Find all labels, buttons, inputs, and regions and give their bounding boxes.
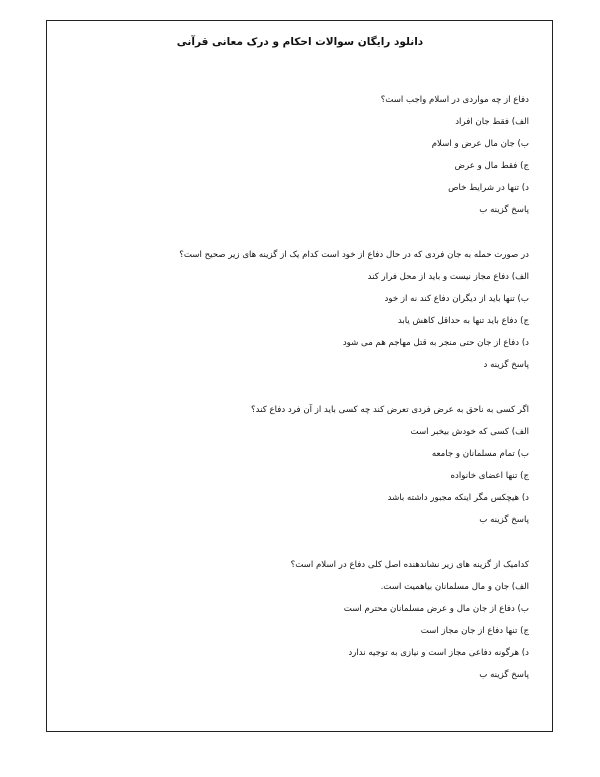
option-c: ج) دفاع باید تنها به حداقل کاهش یابد xyxy=(397,316,529,326)
option-a: الف) جان و مال مسلمانان بیاهمیت است. xyxy=(380,582,529,592)
option-d: د) هرگونه دفاعی مجاز است و نیازی به توجیه ندارد xyxy=(348,648,529,658)
option-d: د) تنها در شرایط خاص xyxy=(448,183,529,193)
document-title: دانلود رایگان سوالات احکام و درک معانی قرآنی xyxy=(176,36,424,48)
question-text: دفاع از چه مواردی در اسلام واجب است؟ xyxy=(380,95,529,105)
option-b: ب) جان مال عرض و اسلام xyxy=(431,139,529,149)
option-c: ج) فقط مال و عرض xyxy=(454,161,529,171)
option-a: الف) کسی که خودش بیخبر است xyxy=(410,427,529,437)
question-text: کدامیک از گزینه های زیر نشاندهنده اصل کلی دفاع در اسلام است؟ xyxy=(290,560,529,570)
option-b: ب) تمام مسلمانان و جامعه xyxy=(431,449,529,459)
option-a: الف) دفاع مجاز نیست و باید از محل فرار کند xyxy=(367,272,529,282)
option-c: ج) تنها اعضای خانواده xyxy=(450,471,529,481)
answer-text: پاسخ گزینه ب xyxy=(479,670,529,680)
answer-text: پاسخ گزینه ب xyxy=(479,515,529,525)
answer-text: پاسخ گزینه د xyxy=(483,360,529,370)
option-d: د) هیچکس مگر اینکه مجبور داشته باشد xyxy=(387,493,529,503)
option-d: د) دفاع از جان حتی منجر به قتل مهاجم هم می شود xyxy=(342,338,529,348)
question-text: اگر کسی به ناحق به عرض فردی تعرض کند چه کسی باید از آن فرد دفاع کند؟ xyxy=(251,405,529,415)
option-b: ب) دفاع از جان مال و عرض مسلمانان محترم است xyxy=(343,604,529,614)
option-a: الف) فقط جان افراد xyxy=(455,117,529,127)
question-text: در صورت حمله به جان فردی که در حال دفاع از خود است کدام یک از گزینه های زیر صحیح است؟ xyxy=(179,250,529,260)
option-c: ج) تنها دفاع از جان مجاز است xyxy=(420,626,529,636)
option-b: ب) تنها باید از دیگران دفاع کند نه از خود xyxy=(384,294,529,304)
answer-text: پاسخ گزینه ب xyxy=(479,205,529,215)
